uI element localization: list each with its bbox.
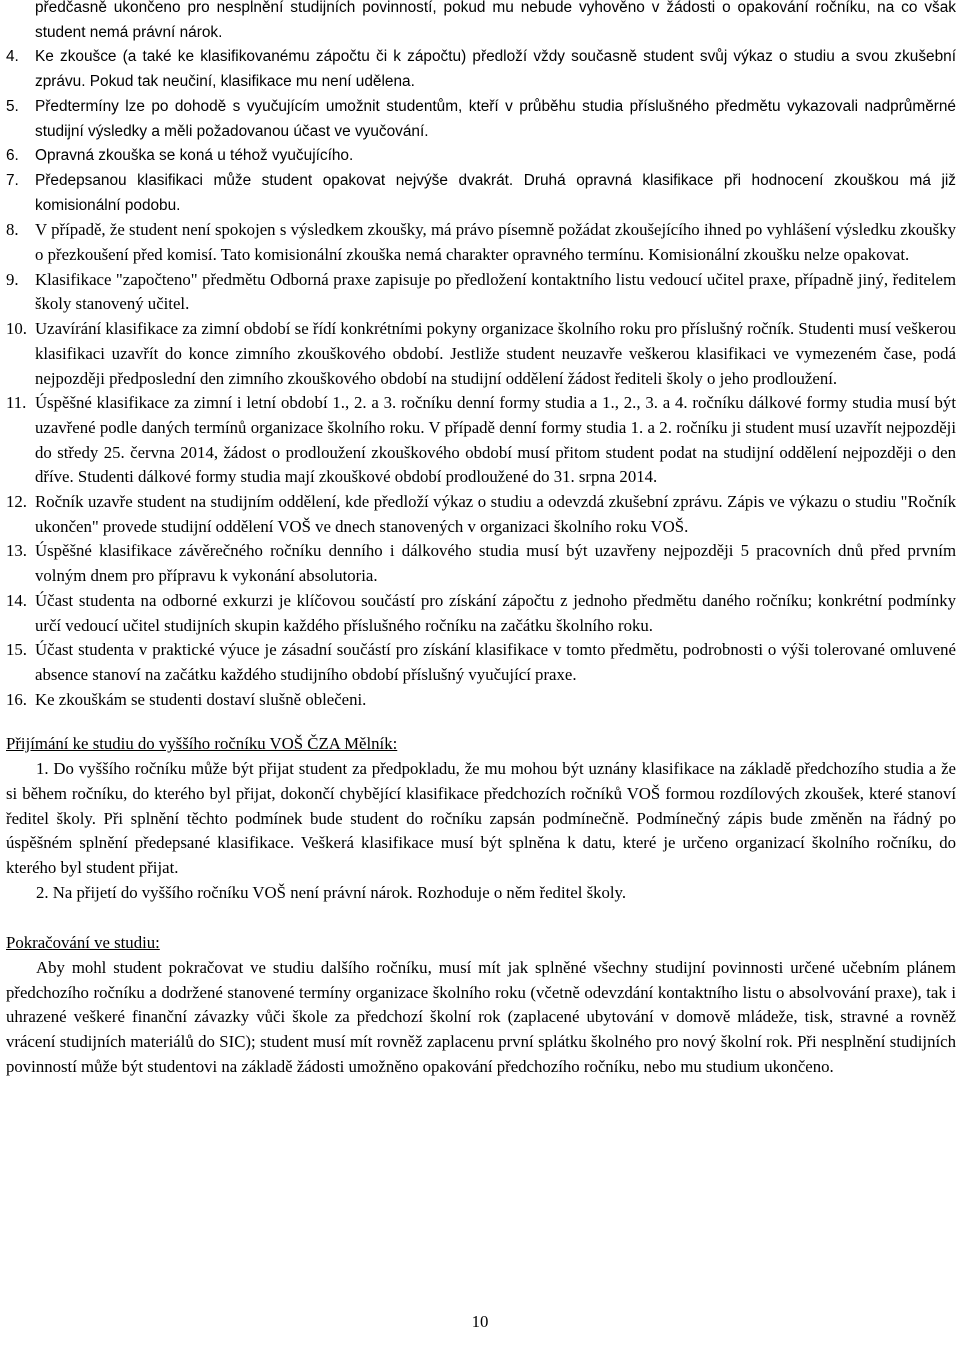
item-text: Úspěšné klasifikace za zimní i letní období 1., 2. a 3. ročníku denní formy studia a 1., 2., 3. a 4. ročníku dálkové formy studia musí být uzavřené podle daných termínů organizace školního roku. V případě denní formy studia 1. a 2. ročníku ji student musí uzavřít nejpozději do středy 25. června 2014, žádost o prodloužení zkouškového období musí přitom student podat na studijní oddělení nejpozději o den dříve. Studenti dálkové formy studia mají zkouškové období prodloužené do 31. srpna 2014.	[35, 393, 956, 487]
item-text: Předtermíny lze po dohodě s vyučujícím umožnit studentům, kteří v průběhu studia příslušného předmětu vykazovali nadprůměrné studijní výsledky a měli požadovanou účast ve vyučování.	[35, 97, 956, 140]
continuation-paragraph: Aby mohl student pokračovat ve studiu dalšího ročníku, musí mít jak splněné všechny studijní povinnosti určené učebním plánem předchozího ročníku a dodržené stanovené termíny organizace školního roku (včetně odevzdání kontaktního listu o absolvování praxe), tak i uhrazené veškeré finanční závazky vůči škole za předchozí školní rok (zaplacené ubytování v domově mládeže, tisk, stravné a rovněž vrácení studijních materiálů do SIC); student musí mít rovněž zaplacenu první splátku školného pro nový školní rok. Při nesplnění studijních povinností může být studentovi na základě žádosti umožněno opakování předchozího ročníku, nebo mu studium ukončeno.	[6, 958, 956, 1076]
item-text: Úspěšné klasifikace závěrečného ročníku denního i dálkového studia musí být uzavřeny nejpozději 5 pracovních dnů před prvním volným dnem pro přípravu k vykonání absolutoria.	[35, 541, 956, 586]
item-number: 4.	[6, 48, 19, 66]
item-text: Účast studenta v praktické výuce je zásadní součástí pro získání klasifikace v tomto předmětu, podrobnosti o výši tolerované omluvené absence stanoví na začátku každého studijního období příslušný vyučující praxe.	[35, 640, 956, 684]
intro-continuation: předčasně ukončeno pro nesplnění studijních povinností, pokud mu nebude vyhověno v žádosti o opakování ročníku, na co však student nemá právní nárok.	[35, 0, 956, 41]
list-item	[6, 95, 956, 144]
item-text: Klasifikace "započteno" předmětu Odborná praxe zapisuje po předložení kontaktního listu vedoucí učitel praxe, případně jiný, ředitelem školy stanovený učitel.	[35, 269, 956, 314]
rules-list	[6, 45, 956, 712]
item-number: 6.	[6, 147, 19, 165]
item-number: 14.	[6, 590, 27, 610]
item-text: Uzavírání klasifikace za zimní období se řídí konkrétními pokyny organizace školního roku pro příslušný ročník. Studenti musí veškerou klasifikaci uzavřít do konce zimního zkouškového období. Jestliže student neuzavře veškerou klasifikaci ve vymezeném čase, podá nejpozději předposlední den zimního zkouškového období na studijní oddělení žádost řediteli školy o jeho prodloužení.	[35, 319, 956, 388]
item-text: Ročník uzavře student na studijním oddělení, kde předloží výkaz o studiu a odevzdá zkušební zprávu. Zápis ve výkazu o studiu "Ročník ukončen" provede studijní oddělení VOŠ ve dnech stanovených v organizaci školního roku VOŠ.	[35, 492, 956, 536]
list-item	[6, 539, 956, 588]
item-number: 16.	[6, 689, 27, 709]
list-item	[6, 317, 956, 391]
list-item	[6, 490, 956, 539]
list-item	[6, 169, 956, 218]
list-item	[6, 391, 956, 490]
item-number: 13.	[6, 541, 27, 561]
list-item	[6, 268, 956, 317]
item-text: Opravná zkouška se koná u téhož vyučujícího.	[35, 147, 354, 165]
document-page	[6, 0, 956, 1080]
item-text: Účast studenta na odborné exkurzi je klíčovou součástí pro získání zápočtu z jednoho předmětu daného ročníku; konkrétní podmínky určí vedoucí učitel studijních skupin každého příslušného ročníku na začátku školního roku.	[35, 590, 956, 635]
item-number: 10.	[6, 319, 27, 339]
list-item	[6, 589, 956, 638]
item-number: 12.	[6, 492, 27, 512]
list-item	[6, 638, 956, 687]
item-text: Předepsanou klasifikaci může student opakovat nejvýše dvakrát. Druhá opravná klasifikace při hodnocení zkouškou má již komisionální podobu.	[35, 171, 956, 214]
item-number: 11.	[6, 393, 27, 413]
section-heading-admission: Přijímání ke studiu do vyššího ročníku VOŠ ČZA Mělník:	[6, 734, 398, 754]
item-number: 7.	[6, 171, 19, 189]
item-number: 15.	[6, 640, 27, 660]
admission-paragraph-2: 2. Na přijetí do vyššího ročníku VOŠ není právní nárok. Rozhoduje o něm ředitel školy.	[36, 882, 627, 902]
item-number: 8.	[6, 220, 19, 240]
section-heading-continuation: Pokračování ve studiu:	[6, 933, 160, 953]
list-item	[6, 45, 956, 94]
item-number: 5.	[6, 97, 19, 115]
list-item	[6, 688, 956, 713]
list-item	[6, 144, 956, 169]
item-number: 9.	[6, 269, 19, 289]
item-text: Ke zkouškám se studenti dostaví slušně oblečeni.	[35, 689, 367, 709]
admission-paragraph-1: 1. Do vyššího ročníku může být přijat student za předpokladu, že mu mohou být uznány klasifikace na základě předchozího studia a že si během ročníku, do kterého byl přijat, dokončí chybějící klasifikace předchozích ročníků VOŠ formou rozdílových zkoušek, které stanoví ředitel školy. Při splnění těchto podmínek bude student do ročníku zapsán podmínečně. Podmínečný zápis bude změněn na řádný po úspěšném splnění předepsané klasifikace. Veškerá klasifikace musí být splněna k datu, které je určeno organizací školního ročníku, do kterého byl student přijat.	[6, 759, 956, 877]
page-number: 10	[471, 1312, 489, 1331]
list-item	[6, 218, 956, 267]
item-text: V případě, že student není spokojen s výsledkem zkoušky, má právo písemně požádat zkoušejícího ihned po vyhlášení výsledku zkoušky o přezkoušení před komisí. Tato komisionální zkouška nemá charakter opravného termínu. Komisionální zkoušku nelze opakovat.	[35, 220, 956, 265]
item-text: Ke zkoušce (a také ke klasifikovanému zápočtu či k zápočtu) předloží vždy současně student svůj výkaz o studiu a svou zkušební zprávu. Pokud tak neučiní, klasifikace mu není udělena.	[35, 48, 956, 91]
